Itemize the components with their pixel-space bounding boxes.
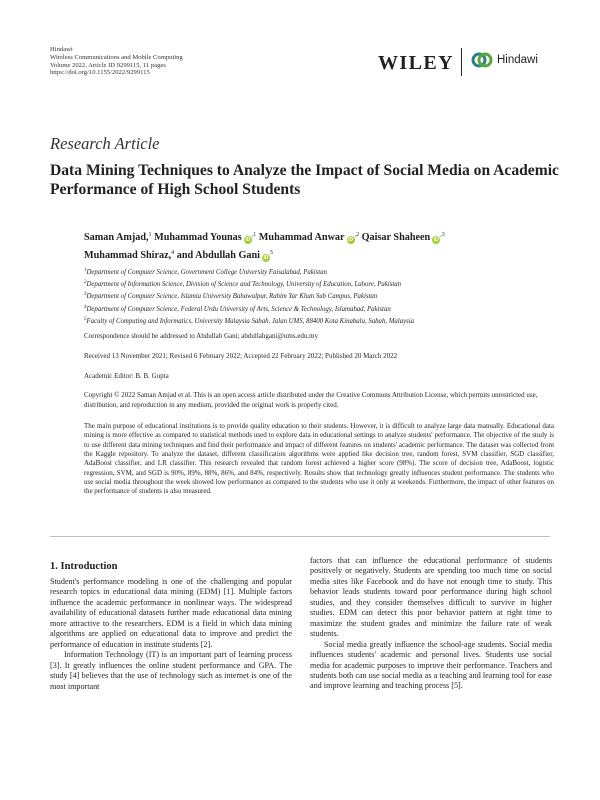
section-heading: 1. Introduction	[50, 561, 118, 572]
author: Qaisar Shaheen $iD^{,3}$	[361, 232, 445, 243]
paragraph: factors that can influence the educational performance of students positively or negatively. Students are spending too much time on social media sites like Facebook and do have not enough time to study. This behavior leads students toward poor performance during high school studies, and they consider themselves difficult to survive in higher studies. EDM can detect this poor behavior pattern at right time to maximize the student grades and minimize the failure rate of weak students.	[310, 556, 552, 639]
article-dates: Received 13 November 2021; Revised 6 February 2022; Accepted 22 February 2022; Published 20 March 2022	[84, 352, 398, 360]
hindawi-logo-icon	[471, 52, 493, 68]
journal-header	[50, 46, 183, 77]
affiliations	[84, 266, 564, 327]
affiliation: $^5$Faculty of Computing and Informatics, University Malaysia Sabah, Jalan UMS, 88400 Kota Kinabalu, Sabah, Malaysia	[84, 316, 415, 325]
affiliation: $^3$Department of Computer Science, Islamia University Bahawalpur, Rahim Yar Khan Sub Campus, Pakistan	[84, 292, 378, 301]
orcid-icon[interactable]: iD	[263, 254, 269, 261]
publisher-name: Hindawi	[50, 46, 73, 53]
academic-editor: Academic Editor: B. B. Gupta	[84, 372, 169, 380]
author: Muhammad Shiraz,$^4$	[84, 249, 175, 261]
affiliation: $^2$Department of Information Science, Division of Science and Technology, University of Education, Lahore, Pakistan	[84, 280, 402, 289]
affiliation: $^1$Department of Computer Science, Government College University Faisalabad, Pakistan	[84, 268, 327, 276]
logo-divider	[461, 48, 462, 76]
author: and Abdullah Gani $iD^5$	[176, 249, 273, 261]
article-type: Research Article	[50, 134, 160, 153]
paragraph: Information Technology (IT) is an important part of learning process [3]. It greatly influences the online student performance and GPA. The study [4] believes that the use of technology such as internet is one of the most important	[50, 650, 292, 691]
orcid-icon[interactable]: iD	[433, 237, 439, 243]
affiliation: $^4$Department of Computer Science, Federal Urdu University of Arts, Science & Technology, Islamabad, Pakistan	[84, 304, 391, 313]
author: Saman Amjad,$^1$	[84, 232, 152, 243]
divider	[50, 536, 550, 537]
right-column	[310, 556, 552, 692]
abstract: The main purpose of educational institutions is to provide quality education to their students. However, it is difficult to analyze large data manually. Educational data mining is more effective as compared to statistical methods used to explore data in educational settings to analyze students' performance. The objective of the study is to use different data mining techniques and find their performance and impact of different features on students' academic performance. The dataset was collected from the Kaggle repository. To analyze the dataset, different classification algorithms were applied like decision tree, random forest, SVM classifier, SGD classifier, AdaBoost classifier, and LR classifier. This research revealed that random forest achieved a higher score (98%). The score of decision tree, AdaBoost, logistic regression, SVM, and SGD is 90%, 89%, 88%, 86%, and 84%, respectively. Results show that technology greatly influences student performance. The students who use social media throughout the week showed low performance as compared to the students who use it only at weekends. Furthermore, the impact of other features on the performance of students is also measured.	[84, 422, 554, 496]
hindawi-logo-text: Hindawi	[497, 54, 538, 66]
correspondence: Correspondence should be addressed to Abdullah Gani; abdullahgani@ums.edu.my	[84, 332, 319, 340]
wiley-logo: WILEY	[378, 52, 454, 74]
orcid-icon[interactable]: iD	[245, 237, 251, 243]
author: Muhammad Younas $iD^{,1}$	[154, 232, 257, 243]
journal-volume: Volume 2022, Article ID 9299115, 11 pages	[50, 61, 166, 69]
paragraph: Student's performance modeling is one of the challenging and popular research topics in educational data mining (EDM) [1]. Multiple factors influence the academic performance in nonlinear ways. The widespread availability of educational datasets further made educational data mining more attractive to the researchers. EDM is a field in which data mining algorithms are applied on educational data to improve and predict the performance of education in institute students [2].	[50, 577, 292, 649]
copyright-notice: Copyright © 2022 Saman Amjad et al. This is an open access article distributed under the Creative Commons Attribution License, which permits unrestricted use, distribution, and reproduction in any medium, provided the original work is properly cited.	[84, 391, 538, 409]
article-title: Data Mining Techniques to Analyze the Impact of Social Media on Academic Performance of High School Students	[50, 162, 559, 198]
doi-link[interactable]: https://doi.org/10.1155/2022/9299115	[50, 69, 150, 77]
hindawi-logo	[471, 52, 538, 68]
orcid-icon[interactable]: iD	[348, 237, 354, 243]
left-column	[50, 577, 292, 692]
author: Muhammad Anwar $iD^{,2}$	[258, 232, 360, 243]
author-list	[84, 228, 544, 263]
journal-name: Wireless Communications and Mobile Computing	[50, 53, 183, 61]
paragraph: Social media greatly influence the school-age students. Social media influences students' academic and personal lives. Students use social media for academic purposes to improve their performance. Teachers and students both can use social media as a teaching and learning tool for ease and improve learning and teaching process [5].	[310, 639, 552, 691]
